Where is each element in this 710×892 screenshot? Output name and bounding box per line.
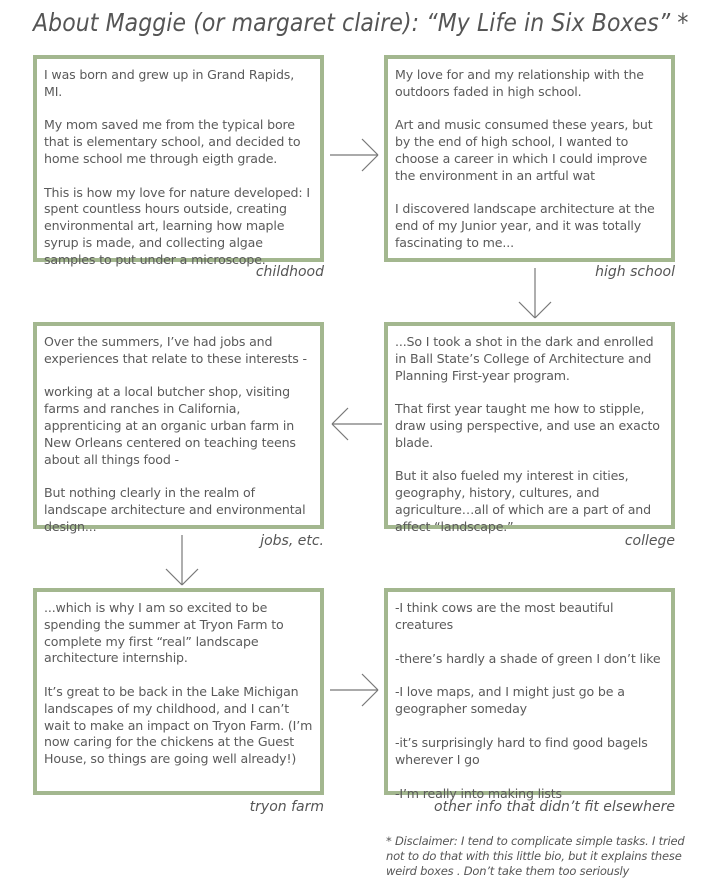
paragraph: I was born and grew up in Grand Rapids, MI. — [44, 67, 295, 99]
box-childhood — [33, 55, 324, 267]
box-college — [384, 322, 675, 534]
box-body — [395, 334, 667, 552]
arrow-down-icon — [515, 262, 555, 322]
paragraph: But nothing clearly in the realm of landscape architecture and environmental design... — [44, 485, 306, 534]
list-item: -there’s hardly a shade of green I don’t like — [395, 650, 661, 666]
list-item: -it’s surprisingly hard to find good bagels wherever I go — [395, 734, 648, 767]
paragraph: Over the summers, I’ve had jobs and experiences that relate to these interests - — [44, 334, 307, 366]
box-body — [44, 334, 316, 552]
paragraph: working at a local butcher shop, visiting farms and ranches in California, apprenticing at an organic urban farm in New Orleans centered on teaching teens about all things food - — [44, 384, 296, 467]
box-tryon-farm — [33, 588, 324, 795]
list-item: -I’m really into making lists — [395, 785, 562, 801]
box-jobs — [33, 322, 324, 534]
paragraph: It’s great to be back in the Lake Michigan landscapes of my childhood, and I can’t wait to make an impact on Tryon Farm. (I’m now caring for the chickens at the Guest House, so things are going well already!) — [44, 683, 313, 767]
paragraph: This is how my love for nature developed: I spent countless hours outside, creating environmental art, learning how maple syrup is made, and collecting algae samples to put under a microscope. — [44, 184, 310, 267]
paragraph: My mom saved me from the typical bore that is elementary school, and decided to home school me through eigth grade. — [44, 117, 301, 166]
box-body — [395, 600, 667, 819]
arrow-right-icon — [328, 135, 380, 175]
list-item: -I love maps, and I might just go be a geographer someday — [395, 684, 625, 717]
box-label-jobs: jobs, etc. — [260, 533, 324, 549]
arrow-down-icon — [162, 529, 202, 589]
box-label-other-info: other info that didn’t fit elsewhere — [434, 799, 675, 815]
paragraph: ...So I took a shot in the dark and enrolled in Ball State’s College of Architecture and Planning First-year program. — [395, 334, 654, 383]
box-body — [44, 600, 316, 785]
paragraph: ...which is why I am so excited to be spending the summer at Tryon Farm to complete my first “real” landscape architecture internship. — [44, 600, 284, 666]
list-item: -I think cows are the most beautiful creatures — [395, 600, 614, 632]
box-label-tryon-farm: tryon farm — [249, 799, 324, 815]
box-body — [395, 67, 667, 269]
box-high-school — [384, 55, 675, 262]
box-other-info — [384, 588, 675, 801]
box-label-high-school: high school — [595, 264, 675, 280]
paragraph: My love for and my relationship with the outdoors faded in high school. — [395, 67, 644, 99]
arrow-left-icon — [328, 404, 384, 444]
paragraph: Art and music consumed these years, but by the end of high school, I wanted to choose a career in which I could improve the environment in an artful wat — [395, 117, 653, 183]
page-title: About Maggie (or margaret claire): “My Life in Six Boxes” * — [33, 8, 689, 37]
box-label-college: college — [624, 533, 675, 549]
arrow-right-icon — [328, 670, 380, 710]
paragraph: That first year taught me how to stipple, draw using perspective, and use an exacto blade. — [395, 401, 660, 450]
disclaimer: * Disclaimer: I tend to complicate simple tasks. I tried not to do that with this little bio, but it explains these weird boxes . Don’t take them too seriously — [386, 834, 685, 878]
box-body — [44, 67, 316, 285]
paragraph: But it also fueled my interest in cities, geography, history, cultures, and agriculture…all of which are a part of and affect “landscape.” — [395, 468, 651, 534]
box-label-childhood: childhood — [255, 264, 324, 280]
paragraph: I discovered landscape architecture at the end of my Junior year, and it was totally fascinating to me... — [395, 201, 655, 250]
